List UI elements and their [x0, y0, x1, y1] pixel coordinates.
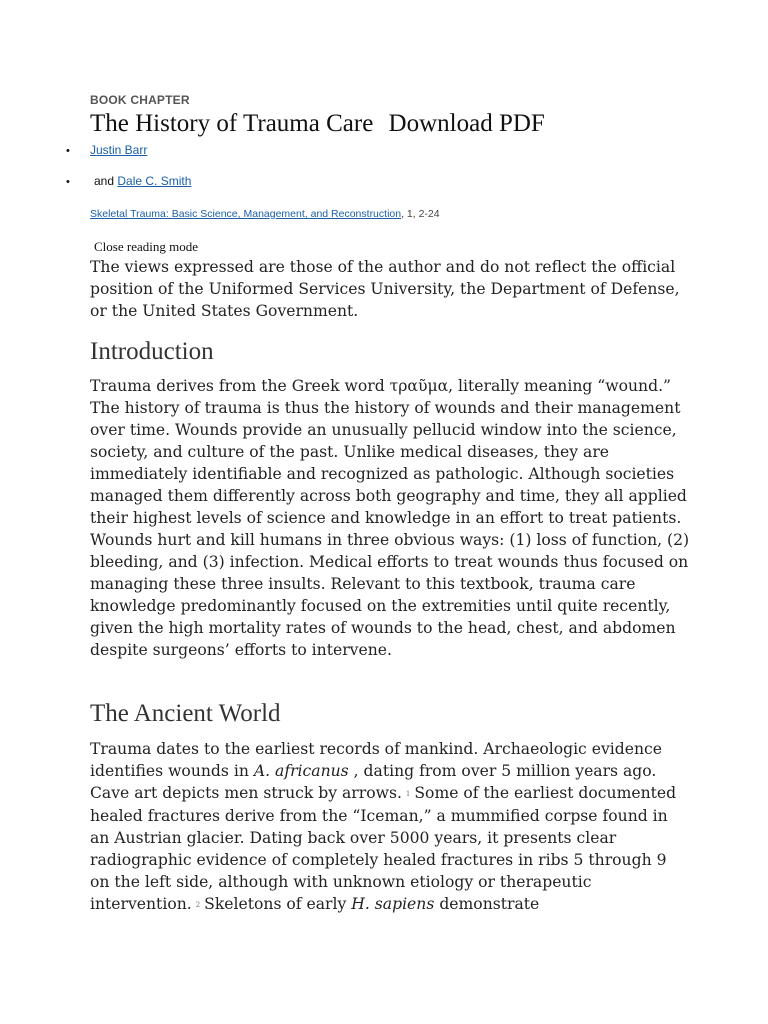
ancient-text: demonstrate [439, 895, 540, 913]
author-conjunction: and [94, 174, 115, 188]
disclaimer-paragraph: The views expressed are those of the author and do not reflect the official position of the Uniformed Services University, the Department of Defense, or the United States Government. [90, 258, 680, 320]
chapter-type-label: BOOK CHAPTER [90, 93, 190, 107]
ancient-world-heading: The Ancient World [90, 700, 281, 727]
author-list-item [66, 143, 147, 157]
introduction-heading: Introduction [90, 338, 214, 365]
chapter-title: The History of Trauma Care [90, 110, 374, 137]
bullet-icon: • [66, 176, 70, 188]
reference-marker[interactable]: 1 [405, 790, 411, 798]
ancient-text: Some of the earliest documented healed fractures derive from the “Iceman,” a mummified corpse found in an Austrian glacier. Dating back over 5000 years, it presents clear radiographic evidence of completely healed fractures in ribs 5 through 9 on the left side, although with unknown etiology or therapeutic intervention. [90, 784, 677, 913]
source-book-link[interactable]: Skeletal Trauma: Basic Science, Management, and Reconstruction [90, 208, 402, 220]
ancient-text: , dating from over 5 million years ago. Cave art depicts men struck by arrows. [90, 762, 657, 802]
bullet-icon: • [66, 145, 70, 157]
species-name: H. sapiens [351, 895, 435, 913]
source-citation [90, 208, 440, 220]
ancient-text: Skeletons of early [204, 895, 347, 913]
download-pdf-link[interactable]: Download PDF [388, 110, 545, 137]
ancient-world-paragraph [90, 738, 690, 916]
author-link-dale-smith[interactable]: Dale C. Smith [117, 174, 192, 188]
author-link-justin-barr[interactable]: Justin Barr [90, 143, 148, 157]
introduction-paragraph: Trauma derives from the Greek word τραῦμα, literally meaning “wound.” The history of trauma is thus the history of wounds and their management over time. Wounds provide an unusually pellucid window into the science, society, and culture of the past. Unlike medical diseases, they are immediately identifiable and recognized as pathologic. Although societies managed them differently across both geography and time, they all applied their highest levels of science and knowledge in an effort to treat patients. Wounds hurt and kill humans in three obvious ways: (1) loss of function, (2) bleeding, and (3) infection. Medical efforts to treat wounds thus focused on managing these three insults. Relevant to this textbook, trauma care knowledge predominantly focused on the extremities until quite recently, given the high mortality rates of wounds to the head, chest, and abdomen despite surgeons’ efforts to intervene. [90, 377, 690, 659]
reference-marker[interactable]: 2 [195, 901, 201, 909]
source-pages: , 1, 2-24 [401, 208, 440, 220]
author-list-item [66, 174, 191, 188]
species-name: A. africanus [253, 762, 349, 780]
ancient-text: Trauma dates to the earliest records of mankind. Archaeologic evidence identifies wounds in [90, 740, 662, 780]
close-reading-mode-button[interactable]: Close reading mode [94, 239, 198, 254]
page-title [90, 110, 545, 138]
